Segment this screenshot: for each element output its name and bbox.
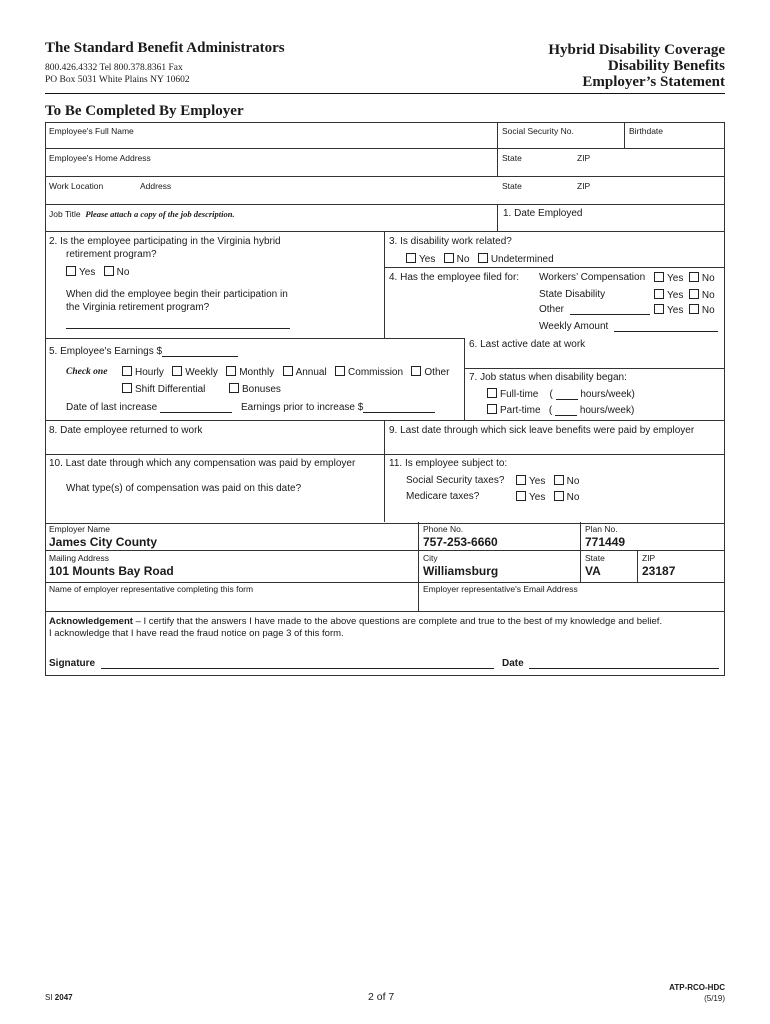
q5-label: 5. Employee's Earnings $ xyxy=(49,346,163,357)
phone-value[interactable]: 757-253-6660 xyxy=(423,535,498,549)
form-code: ATP-RCO-HDC xyxy=(669,983,725,992)
q2-no-label: No xyxy=(116,267,130,278)
acknowledgement-heading: Acknowledgement xyxy=(49,616,133,627)
q10-label: 10. Last date through which any compensation was paid by employer xyxy=(49,458,356,469)
q3-undetermined-checkbox[interactable] xyxy=(478,253,488,263)
q5-commission-checkbox[interactable] xyxy=(335,366,345,376)
q5-bonuses-checkbox[interactable] xyxy=(229,383,239,393)
work-location-label: Work Location xyxy=(49,181,104,191)
q10-sub: What type(s) of compensation was paid on this date? xyxy=(66,483,302,494)
q5-earnings-prior-label: Earnings prior to increase $ xyxy=(241,402,364,413)
zip-value[interactable]: 23187 xyxy=(642,564,676,578)
q6-label: 6. Last active date at work xyxy=(469,339,586,350)
work-state-label: State xyxy=(502,181,522,191)
q4-state-disability-label: State Disability xyxy=(539,289,606,300)
q2-date-line[interactable] xyxy=(66,318,290,329)
city-value[interactable]: Williamsburg xyxy=(423,564,499,578)
q4-sd-options: Yes No xyxy=(654,289,715,301)
q3-options xyxy=(406,253,554,265)
job-title-label: Job Title xyxy=(49,209,81,219)
employer-name[interactable]: James City County xyxy=(49,535,158,549)
q8-label: 8. Date employee returned to work xyxy=(49,425,203,436)
q4-weekly-amount-label: Weekly Amount xyxy=(539,321,609,332)
date-field xyxy=(502,658,719,669)
q2-options xyxy=(66,266,129,278)
form-title-3: Employer’s Statement xyxy=(582,74,725,90)
q3-undetermined-label: Undetermined xyxy=(490,254,554,265)
q4-sd-yes-checkbox[interactable] xyxy=(654,289,664,299)
q4-wc-yes-checkbox[interactable] xyxy=(654,272,664,282)
q11-medicare-options: Yes No xyxy=(516,491,579,503)
company-phone: 800.426.4332 Tel 800.378.8361 Fax xyxy=(45,63,183,73)
q5-options-row: Hourly Weekly Monthly Annual Commission Other xyxy=(122,366,449,378)
q11-ss-yes-checkbox[interactable] xyxy=(516,475,526,485)
signature-line[interactable] xyxy=(101,658,494,669)
q9-label: 9. Last date through which sick leave benefits were paid by employer xyxy=(389,425,695,436)
acknowledgement-text: Acknowledgement – I certify that the answers I have made to the above questions are complete and true to the best of my knowledge and belief. I acknowledge that I have read the fraud notice on page 3 of this form. xyxy=(49,616,663,639)
date-employed-label: 1. Date Employed xyxy=(503,208,583,219)
q11-medicare-no-checkbox[interactable] xyxy=(554,491,564,501)
mailing-address[interactable]: 101 Mounts Bay Road xyxy=(49,564,174,578)
q11-ss-no-checkbox[interactable] xyxy=(554,475,564,485)
signature-field xyxy=(49,658,494,669)
q3-yes-checkbox[interactable] xyxy=(406,253,416,263)
zip-label: ZIP xyxy=(642,553,656,563)
mailing-address-label: Mailing Address xyxy=(49,553,110,563)
company-address: PO Box 5031 White Plains NY 10602 xyxy=(45,75,190,85)
q7-part-time-checkbox[interactable] xyxy=(487,404,497,414)
q7-label: 7. Job status when disability began: xyxy=(469,372,627,383)
q3-yes-label: Yes xyxy=(419,254,436,265)
rep-name-label: Name of employer representative completing this form xyxy=(49,584,254,594)
q2-yes-label: Yes xyxy=(79,267,96,278)
home-address-label: Employee's Home Address xyxy=(49,153,151,163)
section-title: To Be Completed By Employer xyxy=(45,103,244,119)
q7-part-time: Part-time ( hours/week) xyxy=(487,404,634,416)
q5-label-field xyxy=(49,346,238,357)
company-name: The Standard Benefit Administrators xyxy=(45,40,285,56)
birthdate-label: Birthdate xyxy=(629,126,664,136)
form-number: SI 2047 xyxy=(45,993,73,1002)
rep-email-label: Employer representative's Email Address xyxy=(423,584,578,594)
header-rule xyxy=(45,93,725,94)
q5-bonuses-field: Bonuses xyxy=(229,383,281,395)
q4-other-options: Yes No xyxy=(654,304,715,316)
q7-full-time-hours[interactable] xyxy=(556,389,578,400)
plan-value[interactable]: 771449 xyxy=(585,535,626,549)
work-address-label: Address xyxy=(140,181,172,191)
q2-no-checkbox[interactable] xyxy=(104,266,114,276)
q5-earnings-line[interactable] xyxy=(162,346,238,357)
q5-monthly-checkbox[interactable] xyxy=(226,366,236,376)
q4-other-field xyxy=(539,304,650,315)
state-label: State xyxy=(585,553,605,563)
q11-label: 11. Is employee subject to: xyxy=(389,458,508,469)
page-number: 2 of 7 xyxy=(368,991,395,1003)
form-title-2: Disability Benefits xyxy=(607,58,725,74)
phone-label: Phone No. xyxy=(423,524,464,534)
q4-workers-comp-label: Workers’ Compensation xyxy=(539,272,646,283)
full-name-label: Employee's Full Name xyxy=(49,126,134,136)
home-zip-label: ZIP xyxy=(577,153,591,163)
q11-ss-options: Yes No xyxy=(516,475,579,487)
form-title-1: Hybrid Disability Coverage xyxy=(548,42,725,58)
q4-other-label: Other xyxy=(539,304,565,315)
q4-other-yes-checkbox[interactable] xyxy=(654,304,664,314)
q2-label: 2. Is the employee participating in the Virginia hybrid xyxy=(49,236,281,247)
employer-name-label: Employer Name xyxy=(49,524,110,534)
q4-weekly-amount-field xyxy=(539,321,718,332)
q4-sd-no-checkbox[interactable] xyxy=(689,289,699,299)
q4-label: 4. Has the employee filed for: xyxy=(389,272,520,283)
date-line[interactable] xyxy=(529,658,719,669)
q3-no-checkbox[interactable] xyxy=(444,253,454,263)
plan-label: Plan No. xyxy=(585,524,618,534)
signature-label: Signature xyxy=(49,658,96,669)
q4-wc-no-checkbox[interactable] xyxy=(689,272,699,282)
q5-annual-checkbox[interactable] xyxy=(283,366,293,376)
job-title-field xyxy=(49,209,235,219)
q5-hourly-checkbox[interactable] xyxy=(122,366,132,376)
q5-shift-checkbox[interactable] xyxy=(122,383,132,393)
q5-earnings-prior-line[interactable] xyxy=(363,402,435,413)
q5-date-increase-label: Date of last increase xyxy=(66,402,158,413)
q2-label-2: retirement program? xyxy=(66,249,157,260)
q5-date-increase-line[interactable] xyxy=(160,402,232,413)
q7-full-time-checkbox[interactable] xyxy=(487,388,497,398)
q5-date-increase-field xyxy=(66,402,232,413)
q5-other-checkbox[interactable] xyxy=(411,366,421,376)
ssn-label: Social Security No. xyxy=(502,126,574,136)
q5-options-row-2: Shift Differential xyxy=(122,383,205,395)
q3-label: 3. Is disability work related? xyxy=(389,236,512,247)
q5-earnings-prior-field xyxy=(241,402,435,413)
city-label: City xyxy=(423,553,438,563)
date-label: Date xyxy=(502,658,524,669)
q11-ss-label: Social Security taxes? xyxy=(406,475,505,486)
q11-medicare-label: Medicare taxes? xyxy=(406,491,480,502)
q5-weekly-checkbox[interactable] xyxy=(172,366,182,376)
q4-workers-comp-options: Yes No xyxy=(654,272,715,284)
job-note: Please attach a copy of the job description. xyxy=(85,209,235,219)
form-revision: (5/19) xyxy=(704,994,725,1003)
q11-medicare-yes-checkbox[interactable] xyxy=(516,491,526,501)
q2-when-2: the Virginia retirement program? xyxy=(66,302,210,313)
q2-yes-checkbox[interactable] xyxy=(66,266,76,276)
q7-full-time: Full-time ( hours/week) xyxy=(487,388,635,400)
q2-when-1: When did the employee begin their participation in xyxy=(66,289,288,300)
home-state-label: State xyxy=(502,153,522,163)
q4-other-line[interactable] xyxy=(570,304,650,315)
work-zip-label: ZIP xyxy=(577,181,591,191)
q4-other-no-checkbox[interactable] xyxy=(689,304,699,314)
q5-check-one: Check one xyxy=(66,367,108,377)
q3-no-label: No xyxy=(456,254,470,265)
state-value[interactable]: VA xyxy=(585,564,601,578)
q7-part-time-hours[interactable] xyxy=(555,405,577,416)
q4-weekly-amount-line[interactable] xyxy=(614,321,718,332)
